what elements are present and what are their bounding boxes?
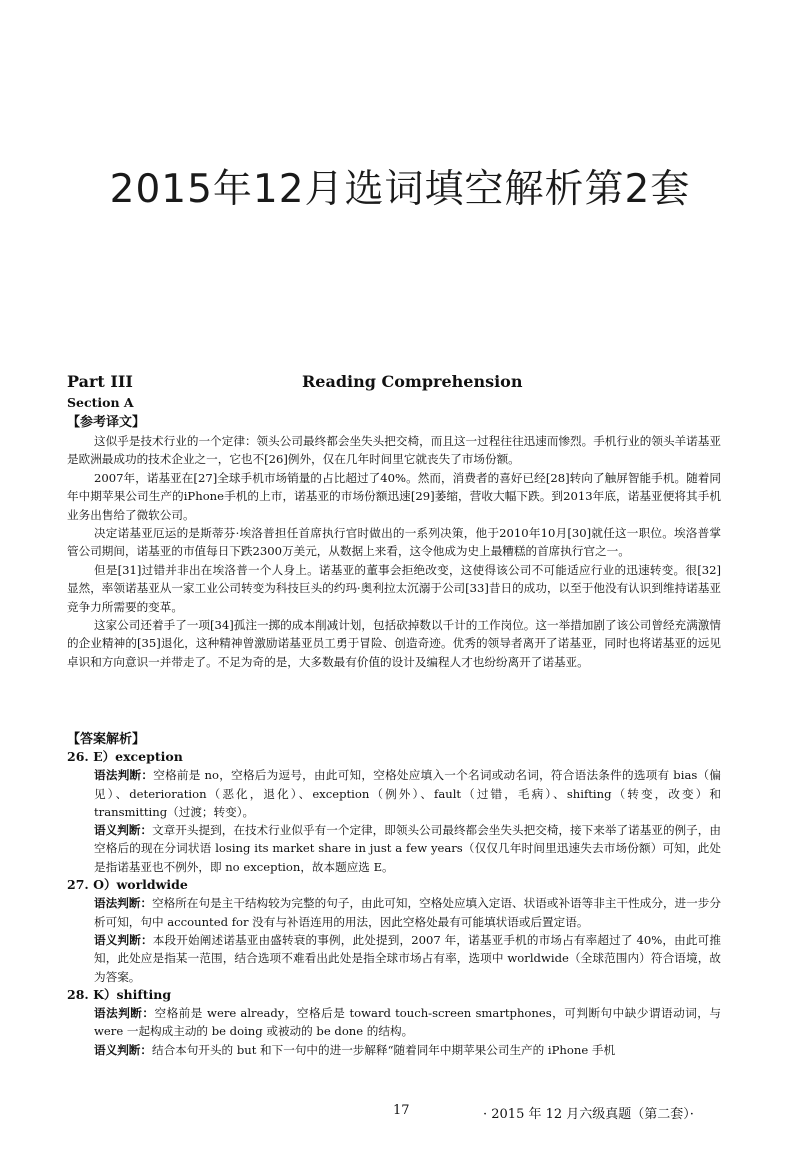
answer-item-title: 26. E）exception [67, 749, 183, 764]
analysis-label: 语法判断： [94, 1006, 155, 1021]
analysis-label: 语法判断： [94, 768, 154, 783]
analysis-text: 空格前是 were already，空格后是 toward touch-screen smartphones，可判断句中缺少谓语动词，与 were 一起构成主动的 be doing 或被动的 be done 的结构。 [94, 1006, 721, 1039]
translation-heading: 【参考译文】 [67, 415, 146, 430]
analysis-text: 空格前是 no，空格后为逗号，由此可知，空格处应填入一个名词或动名词，符合语法条件的选项有 bias（偏见）、deterioration（恶化，退化）、exception（例外）、fault（过错，毛病）、shifting（转变，改变）和 transmitting（过渡；转变）。 [94, 768, 721, 819]
translation-paragraph: 这似乎是技术行业的一个定律：领头公司最终都会坐失头把交椅，而且这一过程往往迅速而惨烈。手机行业的领头羊诺基亚是欧洲最成功的技术企业之一，它也不[26]例外，仅在几年时间里它就丧失了市场份额。 [67, 434, 721, 467]
section-label: Section A [67, 395, 134, 410]
translation-paragraph: 这家公司还着手了一项[34]孤注一掷的成本削减计划，包括砍掉数以千计的工作岗位。这一举措加剧了该公司曾经充满激情的企业精神的[35]退化，这种精神曾激励诺基亚员工勇于冒险、创造奇迹。优秀的领导者离开了诺基亚，同时也将诺基亚的远见卓识和方向意识一并带走了。不足为奇的是，大多数最有价值的设计及编程人才也纷纷离开了诺基亚。 [67, 618, 721, 669]
analysis-paragraph [94, 821, 721, 876]
answer-item [67, 748, 721, 876]
answer-item-title: 28. K）shifting [67, 986, 172, 1002]
analysis-label: 语义判断： [94, 932, 153, 947]
analysis-paragraph [94, 1041, 721, 1059]
analysis-paragraph [94, 1004, 721, 1041]
answer-heading: 【答案解析】 [67, 732, 146, 747]
analysis-paragraph [94, 894, 721, 931]
part-title: Reading Comprehension [302, 372, 523, 391]
translation-paragraph: 2007年，诺基亚在[27]全球手机市场销量的占比超过了40%。然而，消费者的喜好已经[28]转向了触屏智能手机。随着同年中期苹果公司生产的iPhone手机的上市，诺基亚的市场份额迅速[29]萎缩，营收大幅下跌。到2013年底，诺基亚便将其手机业务出售给了微软公司。 [67, 470, 721, 522]
translation-paragraph: 决定诺基亚厄运的是斯蒂芬·埃洛普担任首席执行官时做出的一系列决策，他于2010年10月[30]就任这一职位。埃洛普掌管公司期间，诺基亚的市值每日下跌2300万美元，从数据上来看，这令他成为史上最糟糕的首席执行官之一。 [67, 526, 721, 559]
analysis-paragraph [94, 931, 721, 986]
analysis-text: 空格所在句是主干结构较为完整的句子，由此可知，空格处应填入定语、状语或补语等非主干性成分，进一步分析可知，句中 accounted for 没有与补语连用的用法，因此空格处最有可能填状语或后置定语。 [94, 896, 721, 929]
part-label: Part III [67, 372, 133, 391]
answer-item [67, 876, 721, 986]
analysis-label: 语义判断： [94, 1042, 152, 1057]
answer-item [67, 986, 721, 1059]
answer-analysis [67, 748, 721, 1059]
footer-note: · 2015 年 12 月六级真题（第二套）· [483, 1107, 694, 1122]
analysis-text: 本段开始阐述诺基亚由盛转衰的事例，此处提到，2007 年，诺基亚手机的市场占有率超过了 40%，由此可推知，此处应是指某一范围，结合选项不难看出此处是指全球市场占有率，选项中 worldwide（全球范围内）符合语境，故为答案。 [94, 932, 721, 984]
answer-item-title: 27. O）worldwide [67, 877, 188, 893]
analysis-paragraph [94, 766, 721, 821]
translation-paragraph: 但是[31]过错并非出在埃洛普一个人身上。诺基亚的董事会拒绝改变，这使得该公司不可能适应行业的迅速转变。很[32]显然，率领诺基亚从一家工业公司转变为科技巨头的约玛·奥利拉太沉溺于公司[33]昔日的成功，以至于他没有认识到维持诺基亚竞争力所需要的变革。 [67, 562, 721, 614]
analysis-label: 语义判断： [94, 823, 153, 838]
analysis-text: 结合本句开头的 but 和下一句中的进一步解释“随着同年中期苹果公司生产的 iPhone 手机 [151, 1042, 616, 1057]
page-title: 2015年12月选词填空解析第2套 [109, 167, 691, 212]
analysis-text: 文章开头提到，在技术行业似乎有一个定律，即领头公司最终都会坐失头把交椅，接下来举了诺基亚的例子，由空格后的现在分词状语 losing its market share in just a few years（仅仅几年时间里迅速失去市场份额）可知，此处是指诺基亚也不例外，即 no exception，故本题应选 E。 [94, 823, 721, 874]
translation-text [67, 432, 721, 671]
analysis-label: 语法判断： [94, 896, 153, 911]
page-number: 17 [393, 1103, 410, 1118]
